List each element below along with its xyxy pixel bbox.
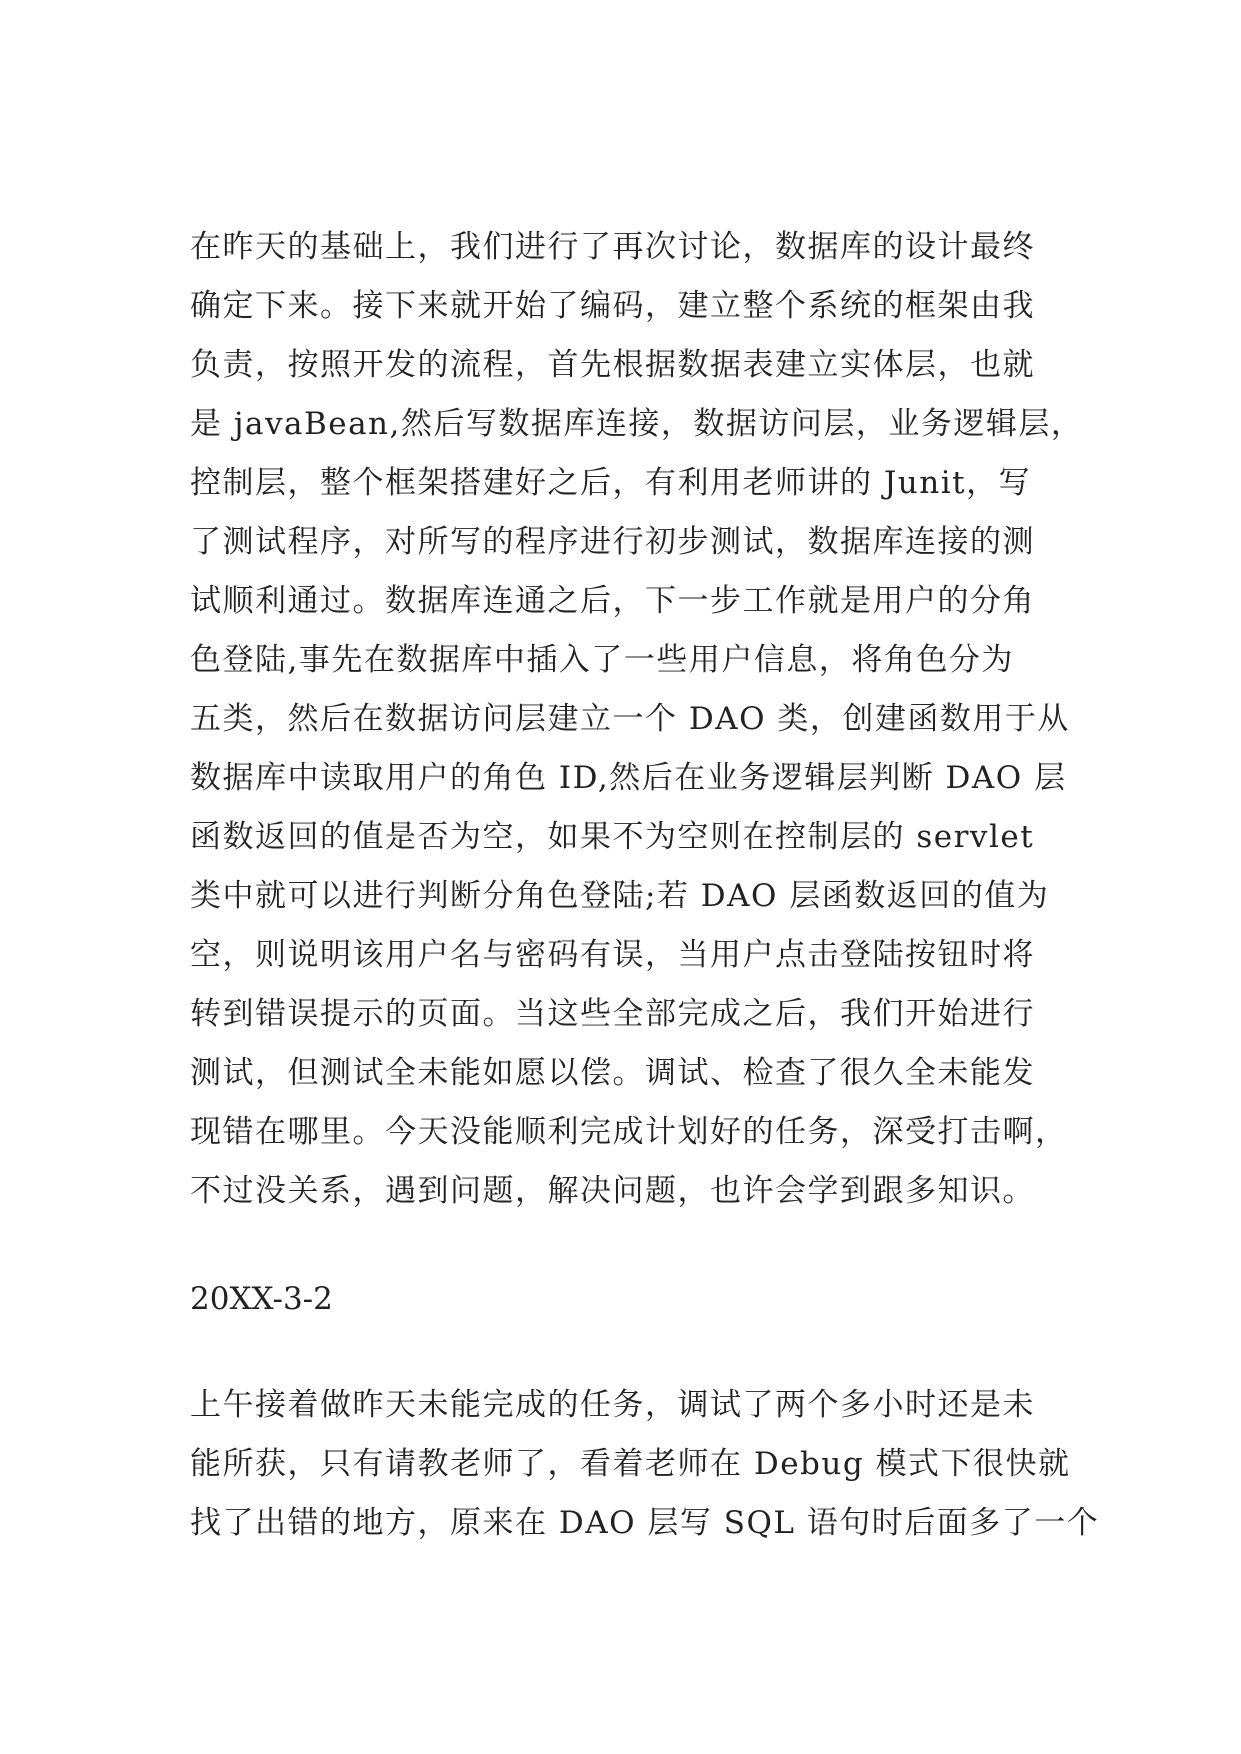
text-line: 确定下来。接下来就开始了编码，建立整个系统的框架由我 xyxy=(190,288,1035,324)
text-line: 类中就可以进行判断分角色登陆;若 DAO 层函数返回的值为 xyxy=(190,878,1050,914)
text-line: 色登陆,事先在数据库中插入了一些用户信息，将角色分为 xyxy=(190,642,1014,678)
text-line: 不过没关系，遇到问题，解决问题，也许会学到跟多知识。 xyxy=(190,1173,1035,1209)
text-line: 五类，然后在数据访问层建立一个 DAO 类，创建函数用于从 xyxy=(190,701,1070,737)
text-line: 上午接着做昨天未能完成的任务，调试了两个多小时还是未 xyxy=(190,1387,1035,1423)
text-line: 数据库中读取用户的角色 ID,然后在业务逻辑层判断 DAO 层 xyxy=(190,760,1067,796)
text-line: 找了出错的地方，原来在 DAO 层写 SQL 语句时后面多了一个 xyxy=(190,1505,1100,1541)
text-line: 是 javaBean,然后写数据库连接，数据访问层，业务逻辑层， xyxy=(190,406,1084,442)
text-line: 负责，按照开发的流程，首先根据数据表建立实体层，也就 xyxy=(190,347,1035,383)
text-line: 能所获，只有请教老师了，看着老师在 Debug 模式下很快就 xyxy=(190,1446,1071,1482)
text-line: 在昨天的基础上，我们进行了再次讨论，数据库的设计最终 xyxy=(190,229,1035,265)
paragraph-2 xyxy=(190,1376,1100,1553)
text-line: 试顺利通过。数据库连通之后，下一步工作就是用户的分角 xyxy=(190,583,1035,619)
text-line: 函数返回的值是否为空，如果不为空则在控制层的 servlet xyxy=(190,819,1035,855)
text-line: 现错在哪里。今天没能顺利完成计划好的任务，深受打击啊， xyxy=(190,1114,1068,1150)
document-body xyxy=(190,218,1100,1553)
entry-date: 20XX-3-2 xyxy=(190,1281,333,1317)
paragraph-1 xyxy=(190,218,1084,1221)
text-line: 了测试程序，对所写的程序进行初步测试，数据库连接的测 xyxy=(190,524,1035,560)
text-line: 转到错误提示的页面。当这些全部完成之后，我们开始进行 xyxy=(190,996,1035,1032)
text-line: 空，则说明该用户名与密码有误，当用户点击登陆按钮时将 xyxy=(190,937,1035,973)
text-line: 测试，但测试全未能如愿以偿。调试、检查了很久全未能发 xyxy=(190,1055,1035,1091)
text-line: 控制层，整个框架搭建好之后，有利用老师讲的 Junit，写 xyxy=(190,465,1032,501)
